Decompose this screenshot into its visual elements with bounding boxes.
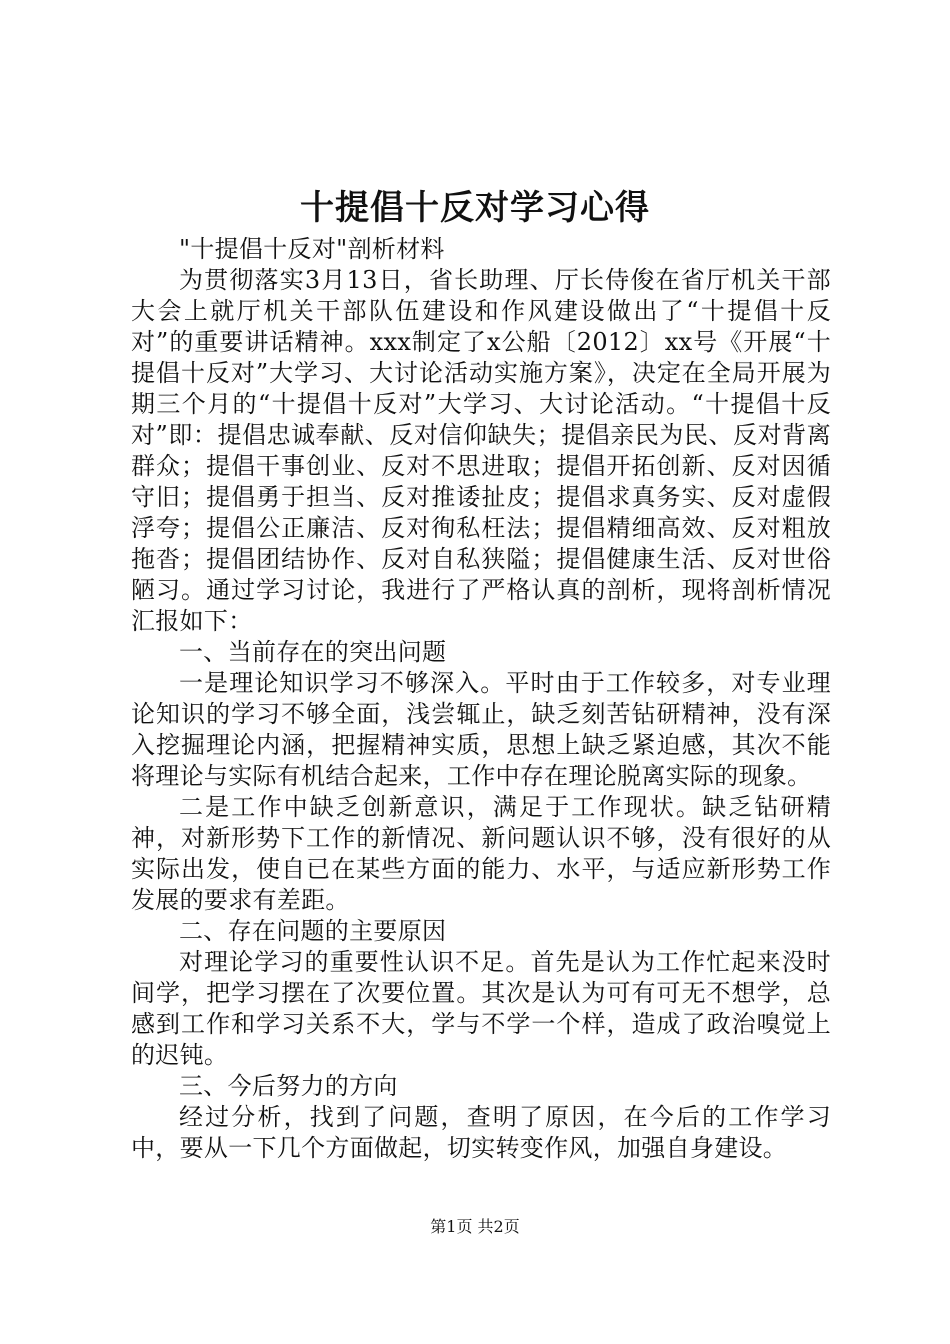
page-number-footer: 第1页 共2页 bbox=[430, 1217, 520, 1236]
section-heading-1: 一、当前存在的突出问题 bbox=[179, 638, 447, 666]
section-heading-3: 三、今后努力的方向 bbox=[179, 1072, 398, 1100]
paragraph-causes: 对理论学习的重要性认识不足。首先是认为工作忙起来没时间学，把学习摆在了次要位置。其次是认为可有可无不想学，总感到工作和学习关系不大，学与不学一个样，造成了政治嗅觉上的迟钝。 bbox=[131, 948, 831, 1069]
section-heading-2: 二、存在问题的主要原因 bbox=[179, 917, 447, 945]
paragraph-direction: 经过分析，找到了问题，查明了原因，在今后的工作学习中，要从一下几个方面做起，切实转变作风，加强自身建设。 bbox=[131, 1103, 831, 1162]
paragraph-problem-1: 一是理论知识学习不够深入。平时由于工作较多，对专业理论知识的学习不够全面，浅尝辄止，缺乏刻苦钻研精神，没有深入挖掘理论内涵，把握精神实质，思想上缺乏紧迫感，其次不能将理论与实际有机结合起来，工作中存在理论脱离实际的现象。 bbox=[131, 669, 831, 790]
document-body bbox=[131, 234, 831, 1164]
paragraph-subtitle: "十提倡十反对"剖析材料 bbox=[179, 235, 445, 263]
document-title: 十提倡十反对学习心得 bbox=[300, 188, 650, 228]
paragraph-problem-2: 二是工作中缺乏创新意识，满足于工作现状。缺乏钻研精神，对新形势下工作的新情况、新问题认识不够，没有很好的从实际出发，使自已在某些方面的能力、水平，与适应新形势工作发展的要求有差距。 bbox=[131, 793, 831, 914]
paragraph-intro: 为贯彻落实3月13日，省长助理、厅长侍俊在省厅机关干部大会上就厅机关干部队伍建设和作风建设做出了“十提倡十反对”的重要讲话精神。xxx制定了x公船〔2012〕xx号《开展“十提倡十反对”大学习、大讨论活动实施方案》，决定在全局开展为期三个月的“十提倡十反对”大学习、大讨论活动。“十提倡十反对”即：提倡忠诚奉献、反对信仰缺失；提倡亲民为民、反对背离群众；提倡干事创业、反对不思进取；提倡开拓创新、反对因循守旧；提倡勇于担当、反对推诿扯皮；提倡求真务实、反对虚假浮夸；提倡公正廉洁、反对徇私枉法；提倡精细高效、反对粗放拖沓；提倡团结协作、反对自私狭隘；提倡健康生活、反对世俗陋习。通过学习讨论，我进行了严格认真的剖析，现将剖析情况汇报如下： bbox=[131, 266, 831, 635]
